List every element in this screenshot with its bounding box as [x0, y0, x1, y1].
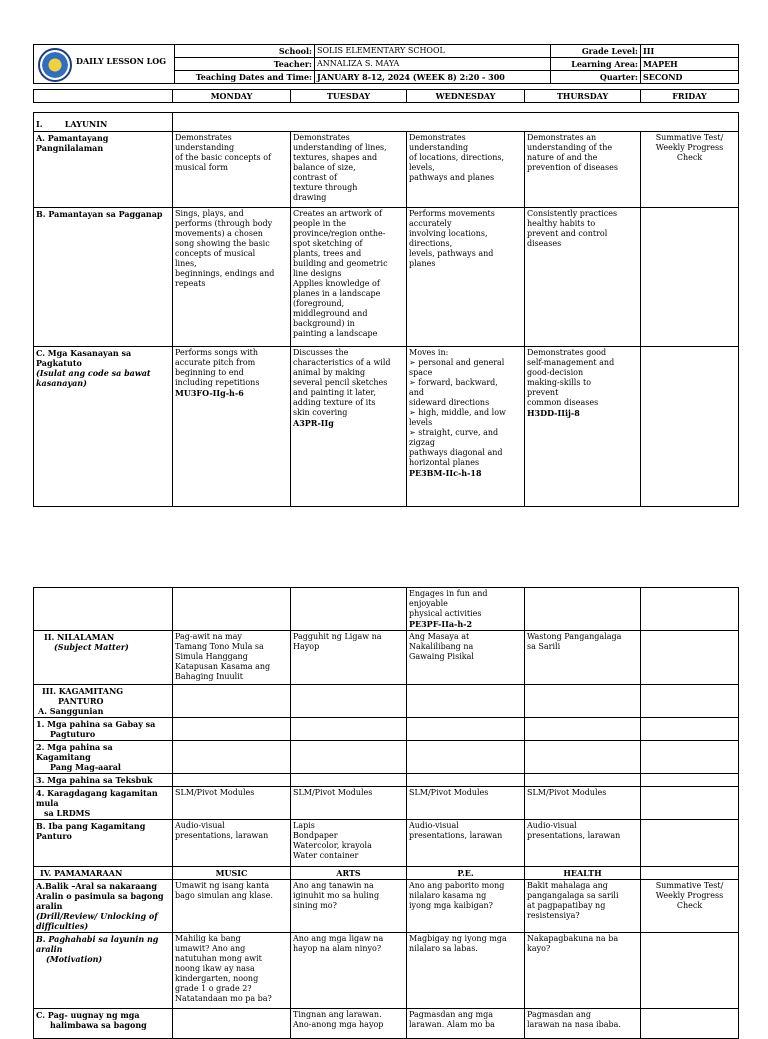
content-cell: SLM/Pivot Modules [525, 787, 641, 820]
cell-line: Demonstrates [409, 133, 466, 142]
cell-line: grade 1 o grade 2? [175, 984, 252, 993]
row-label-cell [34, 787, 173, 820]
content-cell: SLM/Pivot Modules [291, 787, 407, 820]
cell-line: Umawit ng isang kanta [175, 881, 270, 890]
cell-line: performs (through body [175, 219, 273, 228]
row-label-2: Pang Mag-aaral [50, 762, 121, 772]
row-label: 4. Karagdagang kagamitan mula [36, 788, 158, 808]
cell-line: Wastong Pangangalaga [527, 632, 622, 641]
content-cell [173, 741, 291, 774]
subject-music: MUSIC [173, 867, 291, 880]
day-thursday: THURSDAY [525, 90, 641, 103]
cell-line: noong ikaw ay nasa [175, 964, 255, 973]
row-label: C. Pag- uugnay ng mga [36, 1010, 140, 1020]
cell-line: nature of and the [527, 153, 598, 162]
deped-seal-icon [38, 48, 72, 82]
cell-line: larawan na nasa ibaba. [527, 1020, 621, 1029]
cell-line: nilalaro kasama ng [409, 891, 487, 900]
cell-line: of locations, directions, [409, 153, 504, 162]
cell-line: sa Sarili [527, 642, 561, 651]
cell-line: presentations, larawan [527, 831, 621, 840]
dates-value: JANUARY 8-12, 2024 (WEEK 8) 2:20 - 300 [315, 71, 551, 84]
cell-line: Demonstrates an [527, 133, 597, 142]
cell-line: kayo? [527, 944, 551, 953]
cell-line: diseases [527, 239, 562, 248]
content-cell [641, 880, 739, 933]
cell-text [409, 589, 522, 619]
row-label: A. Pamantayang Pangnilalaman [34, 132, 173, 208]
content-cell [407, 588, 525, 631]
table-row [34, 787, 739, 820]
content-cell [525, 631, 641, 685]
content-cell [291, 208, 407, 347]
row-label-2: sa LRDMS [44, 808, 91, 818]
row-sublabel: (Motivation) [46, 954, 103, 964]
content-cell [525, 933, 641, 1009]
area-value: MAPEH [641, 58, 739, 71]
cell-line: people in the [293, 219, 346, 228]
header-title: DAILY LESSON LOG [76, 56, 167, 66]
content-cell: SLM/Pivot Modules [407, 787, 525, 820]
content-cell [291, 631, 407, 685]
row-label: C. Mga Kasanayan sa Pagkatuto [36, 348, 132, 368]
cell-line: Creates an artwork of [293, 209, 382, 218]
cell-line: Check [676, 901, 703, 910]
competency-code: H3DD-IIij-8 [527, 408, 580, 418]
content-cell [525, 880, 641, 933]
competency-code: PE3BM-IIc-h-18 [409, 468, 482, 478]
cell-line: Applies knowledge of [293, 279, 380, 288]
cell-line: bago simulan ang klase. [175, 891, 273, 900]
cell-line: Gawaing Pisikal [409, 652, 474, 661]
content-cell [291, 741, 407, 774]
content-cell [291, 685, 407, 718]
content-cell [641, 718, 739, 741]
content-cell [291, 880, 407, 933]
cell-text [409, 348, 522, 468]
row-label-cell [34, 685, 173, 718]
cell-line: Pag-awit na may [175, 632, 242, 641]
cell-line: Ano-anong mga hayop [293, 1020, 384, 1029]
row-label-cell [34, 741, 173, 774]
school-label: School: [175, 45, 315, 58]
content-cell [641, 787, 739, 820]
content-cell [173, 208, 291, 347]
cell-line: physical activities [409, 609, 482, 618]
cell-line: song showing the basic [175, 239, 270, 248]
header-table [33, 44, 739, 84]
cell-line: Audio-visual [175, 821, 225, 830]
school-value: SOLIS ELEMENTARY SCHOOL [315, 45, 551, 58]
row-label: II. NILALAMAN [44, 632, 115, 642]
content-cell [641, 867, 739, 880]
cell-line: Performs songs with [175, 348, 259, 357]
content-cell [641, 588, 739, 631]
cell-line: sining mo? [293, 901, 337, 910]
cell-line: background) in [293, 319, 355, 328]
content-cell [173, 933, 291, 1009]
content-cell [525, 741, 641, 774]
cell-line: zigzag [409, 438, 435, 447]
cell-line: pathways diagonal and [409, 448, 503, 457]
quarter-label: Quarter: [551, 71, 641, 84]
content-cell: SLM/Pivot Modules [173, 787, 291, 820]
cell-line: levels, [409, 163, 435, 172]
content-cell [407, 774, 525, 787]
cell-line: Summative Test/ [655, 133, 724, 142]
cell-line: balance of size, [293, 163, 356, 172]
cell-line: textures, shapes and [293, 153, 378, 162]
days-header [33, 89, 739, 103]
subject-health: HEALTH [525, 867, 641, 880]
area-label: Learning Area: [551, 58, 641, 71]
cell-line: planes [409, 259, 436, 268]
table-row [34, 774, 739, 787]
cell-line: Consistently practices [527, 209, 618, 218]
cell-line: sideward directions [409, 398, 490, 407]
cell-line: levels [409, 418, 433, 427]
content-cell [641, 685, 739, 718]
cell-line: plants, trees and [293, 249, 362, 258]
cell-line: Hayop [293, 642, 320, 651]
teacher-label: Teacher: [175, 58, 315, 71]
content-cell [407, 347, 525, 507]
cell-line: line designs [293, 269, 342, 278]
cell-line: Simula Hanggang [175, 652, 248, 661]
content-cell [173, 718, 291, 741]
content-cell [173, 347, 291, 507]
table-row [34, 132, 739, 208]
row-label: IV. PAMAMARAAN [34, 867, 173, 880]
cell-line: beginning to end [175, 368, 244, 377]
cell-line: Weekly Progress [655, 143, 724, 152]
cell-line: ➢ straight, curve, and [409, 428, 499, 437]
row-label: 2. Mga pahina sa Kagamitang [36, 742, 113, 762]
cell-line: natutuhan mong awit [175, 954, 262, 963]
row-sublabel: A. Sanggunian [38, 706, 104, 716]
content-cell [407, 820, 525, 867]
cell-line: Bondpaper [293, 831, 338, 840]
day-tuesday: TUESDAY [291, 90, 407, 103]
cell-line: Pagmasdan ang [527, 1010, 592, 1019]
cell-line: Demonstrates [175, 133, 232, 142]
row-label: B. Paghahabi sa layunin ng aralin [36, 934, 159, 954]
content-cell [34, 588, 173, 631]
cell-line: painting a landscape [293, 329, 378, 338]
table-row [34, 588, 739, 631]
row-label-cell [34, 880, 173, 933]
cell-line: horizontal planes [409, 458, 480, 467]
cell-line: skin covering [293, 408, 348, 417]
header-title-cell [34, 45, 175, 84]
content-cell [641, 132, 739, 208]
cell-line: understanding of lines, [293, 143, 387, 152]
cell-line: understanding of the [527, 143, 613, 152]
row-label-2: PANTURO [58, 696, 104, 706]
quarter-value: SECOND [641, 71, 739, 84]
cell-line: resistensiya? [527, 911, 580, 920]
dates-label: Teaching Dates and Time: [175, 71, 315, 84]
cell-line: ➢ high, middle, and low [409, 408, 506, 417]
row-label-cell [34, 347, 173, 507]
layunin-title [34, 113, 173, 132]
cell-line: Tamang Tono Mula sa [175, 642, 264, 651]
content-cell [173, 820, 291, 867]
table-row [34, 880, 739, 933]
content-cell [407, 631, 525, 685]
cell-text [293, 348, 404, 418]
cell-line: Moves in: [409, 348, 449, 357]
content-cell [641, 208, 739, 347]
content-cell [525, 718, 641, 741]
row-label-cell [34, 933, 173, 1009]
content-cell [407, 208, 525, 347]
cell-line: prevent and control [527, 229, 608, 238]
competency-code: PE3PF-IIa-h-2 [409, 619, 473, 629]
content-cell [641, 741, 739, 774]
day-monday: MONDAY [173, 90, 291, 103]
cell-line: beginnings, endings and [175, 269, 275, 278]
cell-line: self-management and [527, 358, 615, 367]
cell-line: Magbigay ng iyong mga [409, 934, 507, 943]
cell-line: ➢ forward, backward, [409, 378, 498, 387]
content-cell [291, 820, 407, 867]
day-wednesday: WEDNESDAY [407, 90, 525, 103]
cell-line: pathways and planes [409, 173, 495, 182]
cell-line: Check [676, 153, 703, 162]
row-label: B. Pamantayan sa Pagganap [34, 208, 173, 347]
cell-line: presentations, larawan [175, 831, 269, 840]
cell-line: accurately [409, 219, 452, 228]
cell-line: Bakit mahalaga ang [527, 881, 608, 890]
grade-value: III [641, 45, 739, 58]
cell-line: kindergarten, noong [175, 974, 259, 983]
cell-line: umawit? Ano ang [175, 944, 246, 953]
row-label: A.Balik –Aral sa nakaraang Aralin o pasimula sa bagong aralin [36, 881, 164, 911]
cell-line: Weekly Progress [655, 891, 724, 900]
cell-line: nilalaro sa labas. [409, 944, 478, 953]
cell-line: Audio-visual [409, 821, 459, 830]
cell-line: hayop na alam ninyo? [293, 944, 382, 953]
content-cell [173, 132, 291, 208]
cell-text [527, 348, 638, 408]
table-row [34, 718, 739, 741]
cell-line: and painting it later, [293, 388, 376, 397]
cell-line: Performs movements [409, 209, 495, 218]
content-cell [525, 132, 641, 208]
content-cell [407, 880, 525, 933]
content-cell [173, 588, 291, 631]
cell-line: enjoyable [409, 599, 448, 608]
cell-line: Ano ang mga ligaw na [293, 934, 384, 943]
table-row [34, 933, 739, 1009]
row-label-2: Pagtuturo [50, 729, 96, 739]
content-cell [291, 774, 407, 787]
table-row [34, 741, 739, 774]
cell-line: building and geometric [293, 259, 388, 268]
cell-line: including repetitions [175, 378, 260, 387]
cell-line: involving locations, [409, 229, 488, 238]
cell-line: healthy habits to [527, 219, 596, 228]
content-cell [525, 588, 641, 631]
cell-line: common diseases [527, 398, 599, 407]
cell-line: concepts of musical [175, 249, 256, 258]
cell-line: Ang Masaya at [409, 632, 470, 641]
cell-line: movements) a chosen [175, 229, 263, 238]
cell-line: levels, pathways and [409, 249, 494, 258]
content-cell [173, 631, 291, 685]
content-cell [407, 132, 525, 208]
cell-line: larawan. Alam mo ba [409, 1020, 495, 1029]
content-cell [525, 347, 641, 507]
cell-line: Demonstrates [293, 133, 350, 142]
table-row [34, 820, 739, 867]
cell-line: Demonstrates good [527, 348, 607, 357]
cell-line: Ano ang paborito mong [409, 881, 505, 890]
cell-line: prevent [527, 388, 559, 397]
row-label: 3. Mga pahina sa Teksbuk [34, 774, 173, 787]
row-label: 1. Mga pahina sa Gabay sa [36, 719, 156, 729]
cell-line: Water container [293, 851, 359, 860]
cell-line: (foreground, [293, 299, 345, 308]
content-cell [525, 208, 641, 347]
cell-line: good-decision [527, 368, 584, 377]
content-cell [291, 347, 407, 507]
cell-line: characteristics of a wild [293, 358, 391, 367]
row-label-cell [34, 718, 173, 741]
cell-line: accurate pitch from [175, 358, 256, 367]
content-cell [407, 741, 525, 774]
cell-line: at pagpapatibay ng [527, 901, 606, 910]
cell-line: Watercolor, krayola [293, 841, 372, 850]
day-friday: FRIDAY [641, 90, 739, 103]
row-label: B. Iba pang Kagamitang Panturo [34, 820, 173, 867]
cell-line: several pencil sketches [293, 378, 388, 387]
cell-line: Nakalilibang na [409, 642, 474, 651]
table-row [34, 867, 739, 880]
table-row [34, 685, 739, 718]
content-cell [525, 820, 641, 867]
cell-line: adding texture of its [293, 398, 376, 407]
cell-line: drawing [293, 193, 327, 202]
row-sublabel: (Subject Matter) [54, 642, 129, 652]
cell-line: Discusses the [293, 348, 349, 357]
subject-pe: P.E. [407, 867, 525, 880]
table-row [34, 347, 739, 507]
content-cell [407, 718, 525, 741]
row-label-cell [34, 631, 173, 685]
content-cell [641, 774, 739, 787]
cell-line: understanding [175, 143, 235, 152]
cell-line: middleground and [293, 309, 368, 318]
content-cell [173, 685, 291, 718]
cell-line: Katapusan Kasama ang [175, 662, 271, 671]
competency-code: A3PR-IIg [293, 418, 334, 428]
cell-line: space [409, 368, 433, 377]
cell-line: texture through [293, 183, 358, 192]
content-cell [407, 933, 525, 1009]
cell-line: pangangalaga sa sarili [527, 891, 619, 900]
cell-line: Engages in fun and [409, 589, 488, 598]
row-label: III. KAGAMITANG [42, 686, 124, 696]
cell-line: iyong mga kaibigan? [409, 901, 493, 910]
layunin-table [33, 112, 739, 507]
cell-line: ➢ personal and general [409, 358, 505, 367]
row-sublabel: (Isulat ang code sa bawat kasanayan) [36, 368, 151, 388]
cell-line: Summative Test/ [655, 881, 724, 890]
cell-line: Sings, plays, and [175, 209, 244, 218]
layunin-title-text: I. LAYUNIN [36, 119, 108, 129]
content-cell [291, 933, 407, 1009]
content-cell [641, 631, 739, 685]
content-cell [641, 347, 739, 507]
page2-table [33, 587, 739, 1039]
cell-line: repeats [175, 279, 206, 288]
cell-line: iginuhit mo sa huling [293, 891, 380, 900]
cell-line: Audio-visual [527, 821, 577, 830]
cell-line: Pagguhit ng Ligaw na [293, 632, 382, 641]
cell-line: planes in a landscape [293, 289, 381, 298]
cell-line: Nakapagbakuna na ba [527, 934, 619, 943]
layunin-blank [173, 113, 739, 132]
row-label-2: halimbawa sa bagong [50, 1020, 147, 1030]
subject-arts: ARTS [291, 867, 407, 880]
cell-line: Bahaging Inuulit [175, 672, 244, 681]
cell-line: of the basic concepts of [175, 153, 271, 162]
row-sublabel: (Drill/Review/ Unlocking of difficulties) [36, 911, 158, 931]
content-cell [291, 718, 407, 741]
cell-line: Lapis [293, 821, 315, 830]
cell-line: Natatandaan mo pa ba? [175, 994, 272, 1003]
cell-line: musical form [175, 163, 228, 172]
cell-line: Tingnan ang larawan. [293, 1010, 382, 1019]
cell-line: and [409, 388, 425, 397]
content-cell [525, 774, 641, 787]
cell-line: prevention of diseases [527, 163, 618, 172]
content-cell [291, 132, 407, 208]
content-cell [641, 820, 739, 867]
table-row [34, 208, 739, 347]
content-cell [173, 774, 291, 787]
cell-line: directions, [409, 239, 453, 248]
competency-code: MU3FO-IIg-h-6 [175, 388, 244, 398]
teacher-value: ANNALIZA S. MAYA [315, 58, 551, 71]
cell-line: making-skills to [527, 378, 592, 387]
table-row [34, 631, 739, 685]
content-cell [173, 880, 291, 933]
cell-line: presentations, larawan [409, 831, 503, 840]
cell-line: lines, [175, 259, 197, 268]
cell-line: understanding [409, 143, 469, 152]
grade-label: Grade Level: [551, 45, 641, 58]
content-cell [291, 588, 407, 631]
content-cell [525, 685, 641, 718]
cell-line: spot sketching of [293, 239, 363, 248]
cell-line: animal by making [293, 368, 366, 377]
content-cell [641, 933, 739, 1009]
content-cell [407, 685, 525, 718]
cell-line: Mahilig ka bang [175, 934, 241, 943]
cell-line: Ano ang tanawin na [293, 881, 374, 890]
cell-line: contrast of [293, 173, 337, 182]
cell-line: province/region onthe- [293, 229, 386, 238]
cell-line: Pagmasdan ang mga [409, 1010, 494, 1019]
days-blank [34, 90, 173, 103]
cell-text [175, 348, 288, 388]
